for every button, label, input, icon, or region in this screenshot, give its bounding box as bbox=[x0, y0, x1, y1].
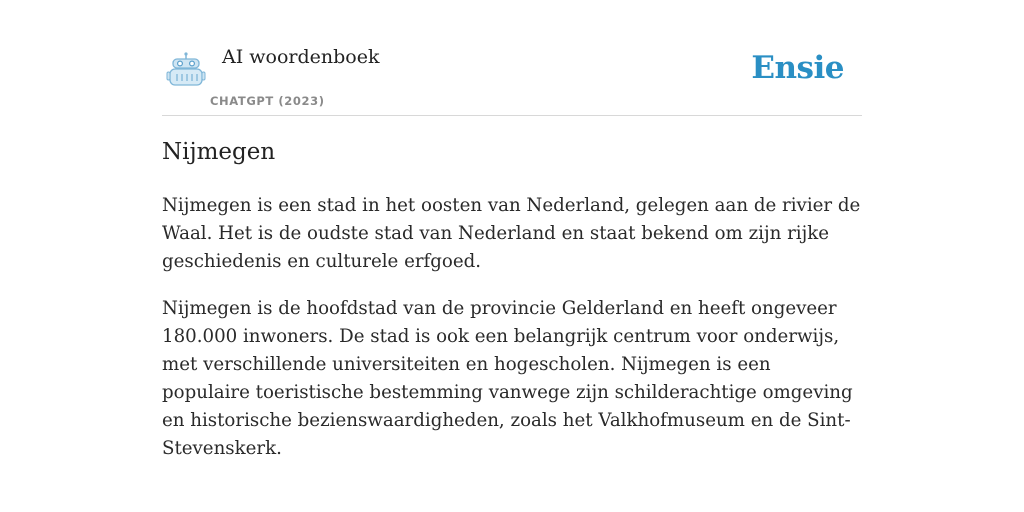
entry-body bbox=[162, 192, 864, 482]
entry-paragraph: Nijmegen is de hoofdstad van de provincie Gelderland en heeft ongeveer 180.000 inwoners. De stad is ook een belangrijk centrum voor onderwijs, met verschillende universiteiten en hogescholen. Nijmegen is een populaire toeristische bestemming vanwege zijn schilderachtige omgeving en historische bezienswaardigheden, zoals het Valkhofmuseum en de Sint-Stevenskerk. bbox=[162, 298, 853, 459]
dictionary-title[interactable]: AI woordenboek bbox=[222, 46, 380, 68]
header bbox=[162, 40, 862, 116]
source-label: CHATGPT (2023) bbox=[210, 94, 325, 108]
robot-icon bbox=[166, 52, 206, 88]
entry-paragraph: Nijmegen is een stad in het oosten van Nederland, gelegen aan de rivier de Waal. Het is de oudste stad van Nederland en staat bekend om zijn rijke geschiedenis en culturele erfgoed. bbox=[162, 195, 861, 272]
entry-title: Nijmegen bbox=[162, 139, 276, 165]
brand-logo[interactable]: Ensie bbox=[751, 50, 844, 86]
